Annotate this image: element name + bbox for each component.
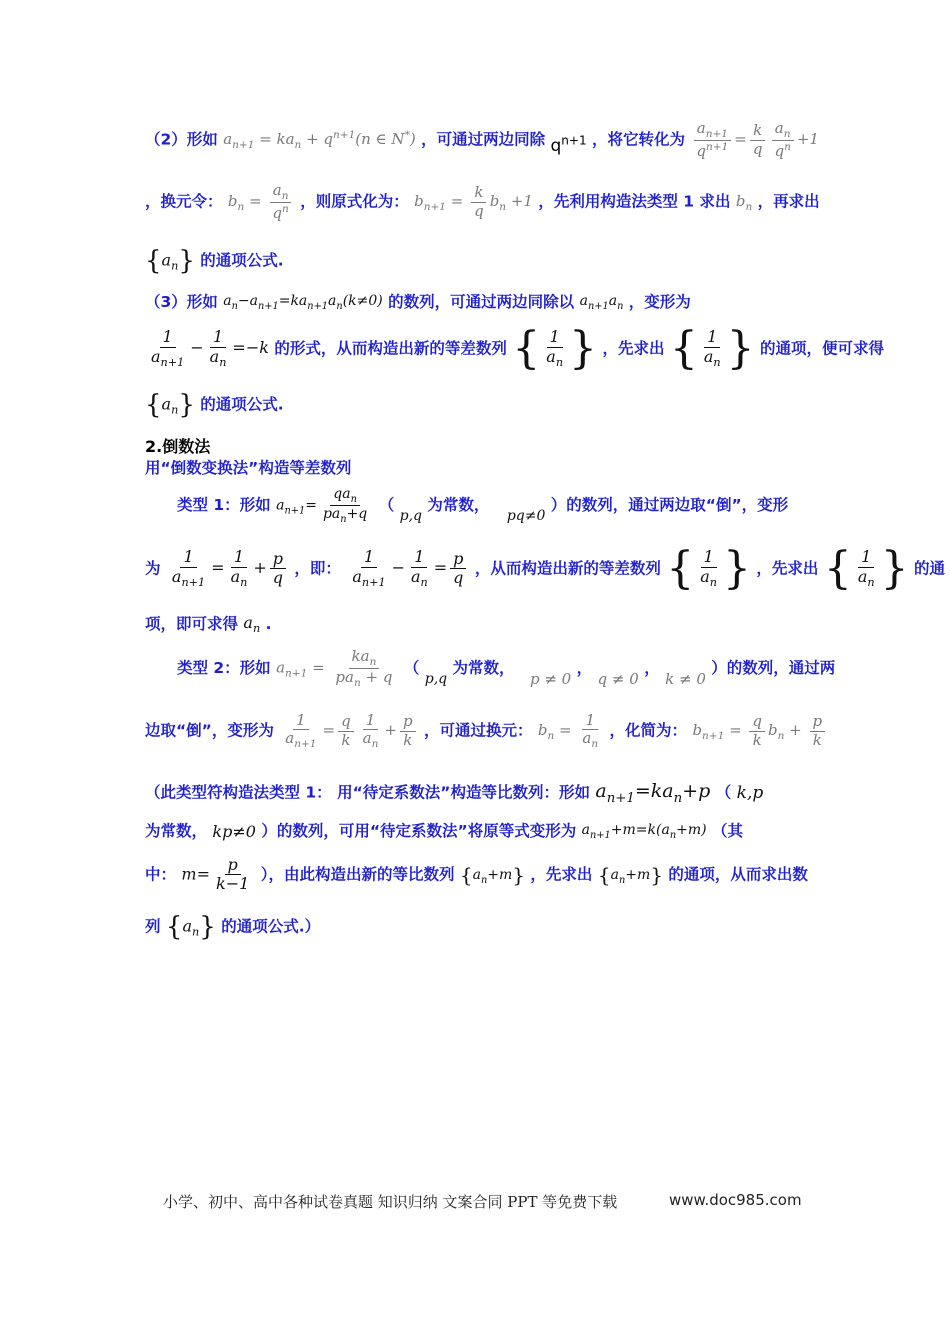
text: 为 <box>145 559 161 578</box>
text: ，先求出 <box>756 559 819 578</box>
formula-t1-diff: $\frac{1}{a_{n+1}}$ − $\frac{1}{a_n}$ = $\frac{p}{q}$ <box>346 548 469 589</box>
formula-note: $a_{n+1}=ka_n+p$ <box>595 780 711 806</box>
formula-an-set: $\{a_n\}$ <box>165 912 216 942</box>
text: ，先求出 <box>530 865 593 884</box>
text: 类型 2：形如 <box>177 659 271 678</box>
text: （其 <box>712 822 744 840</box>
text: ， <box>576 659 593 678</box>
formula-set-3: { $\frac{1}{a_n}$ } <box>666 543 751 594</box>
text: 的通项，便可求得 <box>760 339 885 358</box>
text: （ <box>715 783 732 802</box>
text: ，换元令： <box>145 192 223 211</box>
formula-t1-inverse: $\frac{1}{a_{n+1}}$ = $\frac{1}{a_n}$ + $\frac{p}{q}$ <box>166 548 289 589</box>
formula-b: $b_n$ <box>735 191 753 213</box>
note-line3 <box>145 855 808 894</box>
text: ，再求出 <box>757 192 820 211</box>
formula-note-transform: $a_{n+1}+m=k(a_n+m)$ <box>581 822 707 841</box>
formula-p-nonzero: p ≠ 0 <box>529 669 572 688</box>
t2-line2 <box>145 711 823 751</box>
p3-line2 <box>145 323 885 374</box>
text: 的通项，从而求出数 <box>668 865 808 884</box>
page-footer <box>163 1191 803 1212</box>
text: ）的数列，通过两边取“倒”，变形 <box>550 496 789 515</box>
t1-line2 <box>145 543 946 594</box>
footer-text: 小学、初中、高中各种试卷真题 知识归纳 文案合同 PPT 等免费下载 <box>163 1193 618 1211</box>
formula-transformed: $\frac{a_{n+1}}{q^{n+1}}$ = $\frac{k}{q}$ $\frac{a_n}{q^n}$ +1 <box>690 120 819 160</box>
formula-t2-simplified: $b_{n+1}$ = $\frac{q}{k}$ $b_n$ + $\frac{p}{k}$ <box>692 713 828 749</box>
formula-reciprocal-diff: $\frac{1}{a_{n+1}}$ − $\frac{1}{a_n}$ =−k <box>151 327 269 369</box>
text: 为常数， <box>452 659 515 678</box>
text: ，先求出 <box>602 339 665 358</box>
formula-bn: $b_{n+1}$ = $\frac{k}{q}$ $b_n +1$ <box>414 183 533 220</box>
formula-m: m= $\frac{p}{k-1}$ <box>181 855 250 894</box>
note-line1 <box>145 780 805 806</box>
text: ，则原式化为： <box>300 192 409 211</box>
formula-p3: $a_n-a_{n+1}=ka_{n+1}a_n(k\ne 0)$ <box>223 293 383 312</box>
text: 的形式，从而构造出新的等差数列 <box>274 339 507 358</box>
p2-line1 <box>145 119 819 161</box>
formula-pq-nonzero: pq≠0 <box>506 507 546 524</box>
note-line2 <box>145 819 805 841</box>
formula-set-am-2: $\{a_n+m\}$ <box>597 862 663 887</box>
formula-kp-nonzero: kp≠0 <box>212 822 256 841</box>
formula-product: $a_{n+1}a_n$ <box>579 293 624 312</box>
q-power: $q^{n+1}$ <box>550 133 587 156</box>
p2-line3 <box>145 246 805 276</box>
footer-url: www.doc985.com <box>669 1191 802 1209</box>
text: （3）形如 <box>145 293 218 311</box>
text: ，即： <box>294 559 341 578</box>
formula-q-nonzero: q ≠ 0 <box>597 669 639 688</box>
text: ）的数列，可用“待定系数法”将原等式变形为 <box>261 822 577 840</box>
formula-pq: p,q <box>399 507 422 524</box>
formula-set-4: { $\frac{1}{a_n}$ } <box>823 543 909 594</box>
text: 项，即可求得 <box>145 615 239 633</box>
formula-recurrence: $a_{n+1} = ka_n + q^{n+1}(n$ ∈ N*) <box>223 129 416 152</box>
p3-line3 <box>145 390 805 420</box>
text: （ <box>403 659 420 678</box>
text: 类型 1：形如 <box>177 496 271 515</box>
t2-line1 <box>177 647 836 690</box>
formula-kp: k,p <box>736 782 764 803</box>
section-subtitle: 用“倒数变换法”构造等差数列 <box>145 459 352 477</box>
text: 的通项公式. <box>200 395 284 414</box>
p2-line2 <box>145 181 820 223</box>
text: ，将它转化为 <box>592 130 686 149</box>
text: （此类型符构造法类型 1： 用“待定系数法”构造等比数列：形如 <box>145 783 590 802</box>
text: 的通项公式. <box>200 251 284 270</box>
formula-t1: $a_{n+1}=$ $\frac{qa_n}{pa_n+q}$ <box>276 486 368 525</box>
text: ， <box>644 659 660 678</box>
t1-line1 <box>177 486 805 525</box>
text: 的通 <box>914 559 946 578</box>
formula-set-1: { $\frac{1}{a_n}$ } <box>512 323 598 374</box>
text: （2）形如 <box>145 130 218 149</box>
text: ，变形为 <box>628 293 691 311</box>
note-line4 <box>145 912 805 942</box>
formula-pq: p,q <box>424 670 448 687</box>
text: 列 <box>145 917 161 936</box>
formula-substitution: $b_n$ = $\frac{a_n}{q^n}$ <box>228 182 295 222</box>
text: 为常数， <box>145 822 208 840</box>
text: 中： <box>145 865 177 884</box>
formula-t2: $a_{n+1}$ = $\frac{ka_n}{pa_n + q}$ <box>276 647 393 690</box>
text: ，可通过两边同除 <box>421 130 546 149</box>
text: ，从而构造出新的等差数列 <box>474 559 661 578</box>
text: ，化简为： <box>609 721 688 740</box>
p3-line1 <box>145 290 805 312</box>
text: 为常数， <box>427 496 490 515</box>
t1-line3 <box>145 612 805 636</box>
formula-an: $a_n$ <box>243 613 261 636</box>
text: ，先利用构造法类型 1 求出 <box>538 192 731 211</box>
formula-k-nonzero: k ≠ 0 <box>665 669 706 688</box>
text: . <box>265 615 272 633</box>
text: ）的数列，通过两 <box>711 659 836 678</box>
formula-an-set: $\{a_n\}$ <box>145 246 195 276</box>
text: 边取“倒”，变形为 <box>145 721 274 740</box>
formula-an-set: $\{a_n\}$ <box>145 390 195 420</box>
text: ），由此构造出新的等比数列 <box>260 865 455 884</box>
text: ，可通过换元： <box>423 721 533 740</box>
text: 的数列，可通过两边同除以 <box>388 293 575 311</box>
text: （ <box>378 496 395 515</box>
text: 的通项公式.） <box>221 917 321 936</box>
section-title: 2.倒数法 <box>145 437 211 456</box>
formula-set-2: { $\frac{1}{a_n}$ } <box>669 323 755 374</box>
formula-t2-inverse: $\frac{1}{a_{n+1}}$ = $\frac{q}{k}$ $\frac{1}{a_n}$ + $\frac{p}{k}$ <box>279 712 418 750</box>
formula-t2-sub: $b_n$ = $\frac{1}{a_n}$ <box>537 711 599 751</box>
formula-set-am-1: $\{a_n+m\}$ <box>459 862 526 887</box>
